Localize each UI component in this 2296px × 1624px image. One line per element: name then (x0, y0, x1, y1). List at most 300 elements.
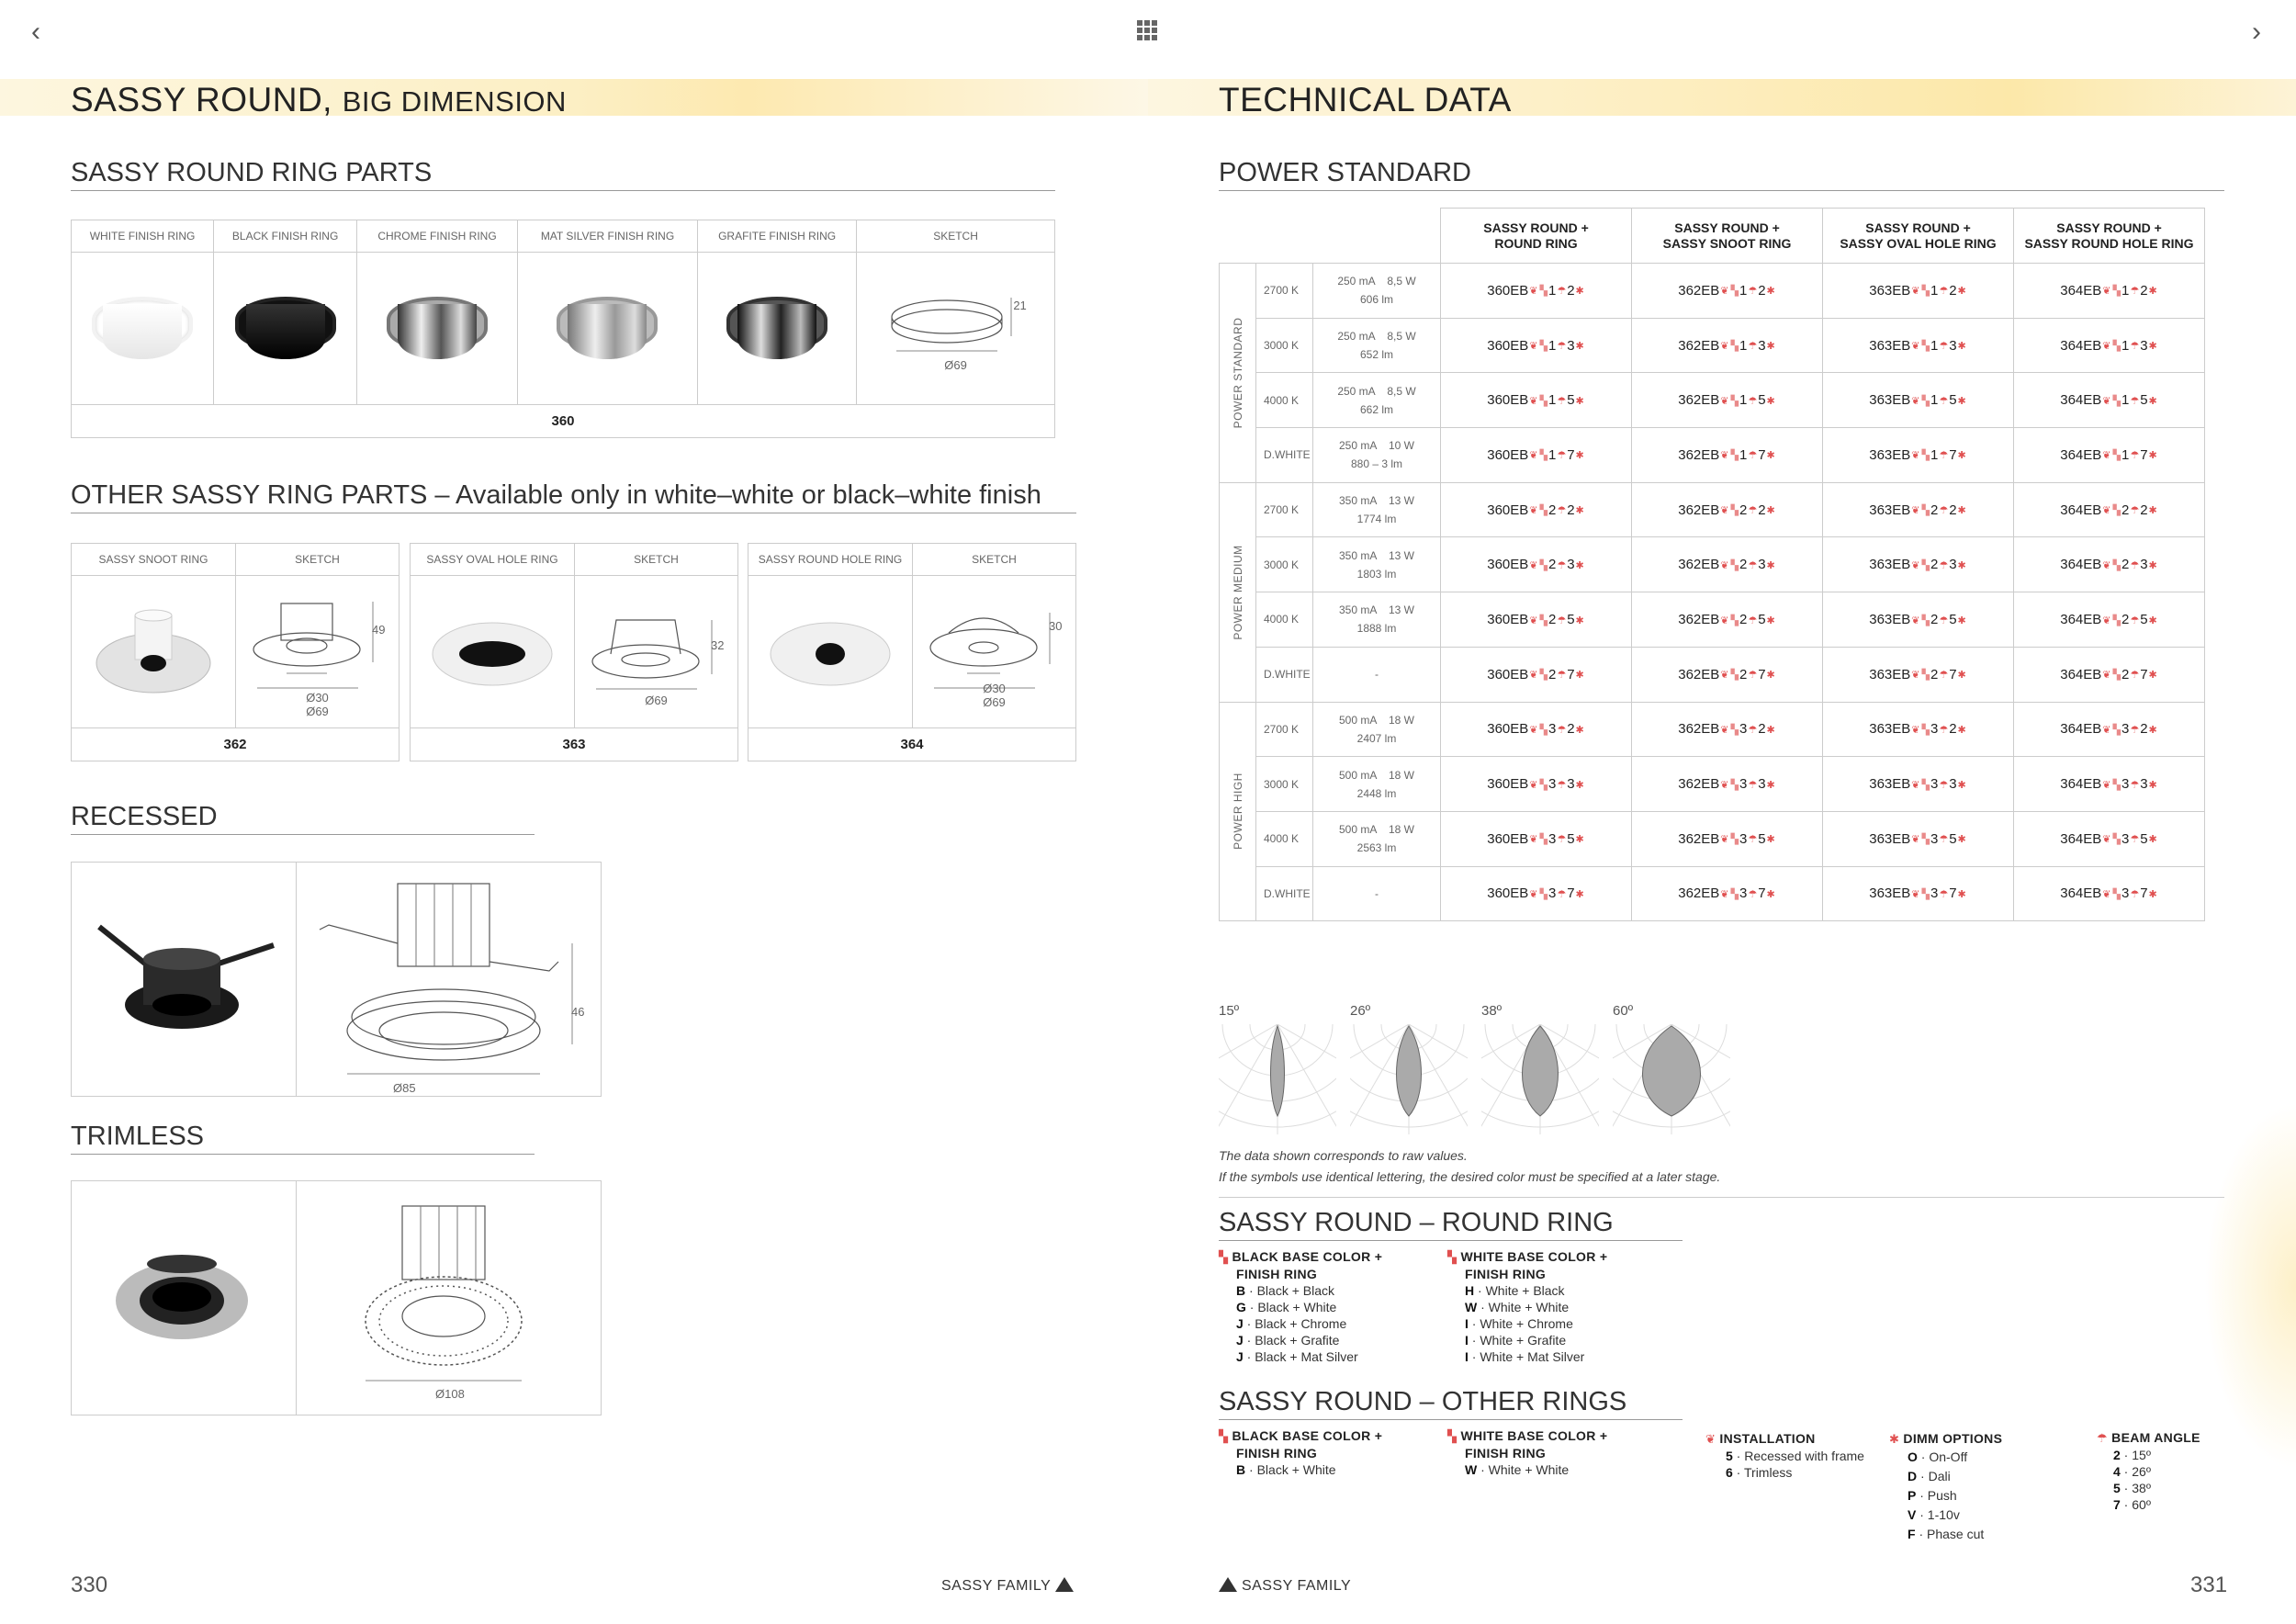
color-temperature: 3000 K (1256, 757, 1313, 812)
ring-sketch (857, 253, 1055, 405)
installation-icon: ❦ (1911, 450, 1920, 462)
installation-icon: ❦ (1720, 724, 1729, 736)
beam-icon: ☂ (1557, 286, 1567, 298)
dimm-icon: ✱ (1575, 888, 1584, 900)
finish-icon: ▚ (1921, 670, 1930, 682)
dimm-icon: ✱ (1957, 505, 1966, 517)
product-code: 362EB❦ ▚2☂3✱ (1632, 537, 1823, 592)
installation-icon: ❦ (1720, 888, 1729, 900)
beam-icon: ☂ (2130, 395, 2140, 407)
power-spec: 500 mA 18 W 2407 lm (1313, 702, 1441, 757)
power-spec: 350 mA 13 W 1774 lm (1313, 482, 1441, 537)
power-spec: 500 mA 18 W 2563 lm (1313, 811, 1441, 866)
product-code: 364EB❦ ▚3☂5✱ (2014, 811, 2205, 866)
snoot-code: 362 (72, 728, 400, 761)
decorative-glow (2204, 1102, 2296, 1470)
finish-icon: ▚ (1921, 834, 1930, 846)
legend-item: H · White + Black (1465, 1283, 1565, 1298)
header-mat-silver: MAT SILVER FINISH RING (517, 220, 697, 253)
product-code: 360EB❦ ▚2☂7✱ (1441, 647, 1632, 702)
power-group-label: POWER HIGH (1220, 702, 1256, 921)
product-code: 360EB❦ ▚1☂2✱ (1441, 264, 1632, 319)
beam-icon: ☂ (1557, 450, 1567, 462)
sketch-diameter: Ø69 (944, 358, 967, 372)
beam-label: 60º (1613, 1003, 1634, 1019)
recessed-diameter: Ø85 (393, 1081, 416, 1095)
dimm-icon: ✱ (2148, 395, 2157, 407)
installation-icon: ❦ (1720, 779, 1729, 791)
product-code: 362EB❦ ▚2☂2✱ (1632, 482, 1823, 537)
oval-height: 32 (711, 637, 725, 652)
beam-diagram (1481, 1003, 1599, 1134)
sketch-height: 21 (1013, 299, 1027, 312)
finish-icon: ▚ (1539, 834, 1548, 846)
rr-black-legend: ▚ BLACK BASE COLOR + FINISH RING B · Black + Black G · Black + White J · Black + Chrome J · Black + Grafite J · Black + Mat Silver (1219, 1249, 1383, 1364)
beam-icon: ☂ (1557, 779, 1567, 791)
beam-icon: ☂ (1748, 450, 1758, 462)
installation-icon: ❦ (2102, 505, 2111, 517)
color-temperature: 2700 K (1256, 482, 1313, 537)
installation-icon: ❦ (1529, 395, 1538, 407)
beam-icon: ☂ (2130, 341, 2140, 353)
beam-icon: ☂ (1557, 724, 1567, 736)
finish-icon: ▚ (2112, 286, 2121, 298)
installation-icon: ❦ (1529, 559, 1538, 571)
beam-icon: ☂ (1939, 888, 1949, 900)
note-symbols: If the symbols use identical lettering, the desired color must be specified at a later stage. (1219, 1169, 1721, 1184)
legend-item: I · White + Grafite (1465, 1333, 1567, 1348)
power-spec: 500 mA 18 W 2448 lm (1313, 757, 1441, 812)
dimm-icon: ✱ (1957, 615, 1966, 626)
beam-icon: ☂ (1939, 724, 1949, 736)
dimm-icon: ✱ (1766, 670, 1775, 682)
product-code: 364EB❦ ▚2☂5✱ (2014, 592, 2205, 648)
dimm-icon: ✱ (1766, 888, 1775, 900)
beam-icon: ☂ (1557, 834, 1567, 846)
installation-icon: ❦ (1720, 834, 1729, 846)
header-black: BLACK FINISH RING (214, 220, 357, 253)
dimm-icon: ✱ (2148, 779, 2157, 791)
dimm-icon: ✱ (1766, 395, 1775, 407)
product-code: 360EB❦ ▚2☂5✱ (1441, 592, 1632, 648)
left-page-number: 330 (71, 1573, 108, 1597)
dimm-icon: ✱ (1766, 450, 1775, 462)
beam-icon: ☂ (1748, 834, 1758, 846)
round-hole-d1: Ø30 (983, 682, 1006, 695)
round-hole-ring-table (748, 543, 1076, 761)
or-black-legend: ▚ BLACK BASE COLOR + FINISH RING B · Black + White (1219, 1428, 1383, 1477)
section-other-rings: SASSY ROUND – OTHER RINGS (1219, 1387, 1683, 1420)
installation-icon: ❦ (1529, 834, 1538, 846)
product-code: 363EB❦ ▚2☂3✱ (1823, 537, 2014, 592)
legend-item: O · On-Off (1908, 1449, 1968, 1464)
finish-icon: ▚ (1730, 286, 1739, 298)
beam-icon: ☂ (1557, 559, 1567, 571)
product-code: 362EB❦ ▚1☂3✱ (1632, 318, 1823, 373)
finish-icon: ▚ (1539, 615, 1548, 626)
finish-icon: ▚ (1921, 286, 1930, 298)
product-code: 360EB❦ ▚2☂3✱ (1441, 537, 1632, 592)
beam-icon: ☂ (1748, 888, 1758, 900)
installation-icon: ❦ (1911, 286, 1920, 298)
round-hole-ring-image (748, 576, 913, 728)
snoot-ring-table (71, 543, 400, 761)
dimm-icon: ✱ (1575, 724, 1584, 736)
product-code: 360EB❦ ▚2☂2✱ (1441, 482, 1632, 537)
power-group-label: POWER MEDIUM (1220, 482, 1256, 702)
product-code: 363EB❦ ▚1☂2✱ (1823, 264, 2014, 319)
product-code: 363EB❦ ▚3☂7✱ (1823, 866, 2014, 921)
color-temperature: D.WHITE (1256, 866, 1313, 921)
installation-icon: ❦ (2102, 724, 2111, 736)
installation-icon: ❦ (1529, 286, 1538, 298)
trimless-sketch (347, 1201, 549, 1399)
installation-icon: ❦ (2102, 450, 2111, 462)
beam-icon: ☂ (2130, 779, 2140, 791)
installation-icon: ❦ (1529, 779, 1538, 791)
chrome-ring-image (357, 253, 518, 405)
product-code: 362EB❦ ▚2☂5✱ (1632, 592, 1823, 648)
finish-icon: ▚ (1730, 395, 1739, 407)
header-sketch: SKETCH (857, 220, 1055, 253)
beam-icon: ☂ (2130, 888, 2140, 900)
installation-icon: ❦ (2102, 395, 2111, 407)
dimm-icon: ✱ (2148, 450, 2157, 462)
product-code: 364EB❦ ▚2☂2✱ (2014, 482, 2205, 537)
legend-item: 2 · 15º (2113, 1448, 2151, 1462)
finish-icon: ▚ (1921, 341, 1930, 353)
beam-icon: ☂ (2130, 724, 2140, 736)
white-ring-image (72, 253, 214, 405)
legend-item: 7 · 60º (2113, 1497, 2151, 1512)
dimm-icon: ✱ (2148, 724, 2157, 736)
beam-icon: ☂ (1557, 505, 1567, 517)
or-white-legend: ▚ WHITE BASE COLOR + FINISH RING W · White + White (1447, 1428, 1608, 1477)
color-temperature: 2700 K (1256, 264, 1313, 319)
installation-icon: ❦ (1911, 395, 1920, 407)
finish-icon: ▚ (1730, 779, 1739, 791)
legend-item: V · 1-10v (1908, 1507, 1960, 1522)
installation-icon: ❦ (1911, 724, 1920, 736)
installation-icon: ❦ (2102, 559, 2111, 571)
legend-item: D · Dali (1908, 1469, 1951, 1483)
finish-icon: ▚ (2112, 779, 2121, 791)
finish-icon: ▚ (2112, 888, 2121, 900)
installation-icon: ❦ (1720, 450, 1729, 462)
finish-icon: ▚ (1921, 559, 1930, 571)
finish-icon: ▚ (1730, 724, 1739, 736)
beam-icon: ☂ (1557, 888, 1567, 900)
round-hole-sketch-header: SKETCH (913, 544, 1076, 576)
beam-angle-legend: ☂ BEAM ANGLE 2 · 15º 4 · 26º 5 · 38º 7 · 60º (2097, 1430, 2200, 1512)
product-code: 363EB❦ ▚3☂2✱ (1823, 702, 2014, 757)
legend-item: 6 · Trimless (1726, 1465, 1793, 1480)
section-ring-parts: SASSY ROUND RING PARTS (71, 158, 1055, 191)
ring-parts-code: 360 (72, 405, 1055, 438)
installation-icon: ❦ (1720, 559, 1729, 571)
table-row (1220, 647, 2205, 702)
header-white: WHITE FINISH RING (72, 220, 214, 253)
right-family-text: SASSY FAMILY (1241, 1578, 1352, 1594)
finish-icon: ▚ (1730, 670, 1739, 682)
recessed-sketch (310, 879, 586, 1086)
color-temperature: 3000 K (1256, 537, 1313, 592)
beam-icon: ☂ (1557, 341, 1567, 353)
dimm-icon: ✱ (2148, 505, 2157, 517)
power-spec: 350 mA 13 W 1888 lm (1313, 592, 1441, 648)
dimm-icon: ✱ (1575, 670, 1584, 682)
beam-icon: ☂ (1748, 559, 1758, 571)
white-base-icon: ▚ (1447, 1250, 1458, 1264)
dimm-icon: ✱ (2148, 286, 2157, 298)
installation-icon: ❦ (1529, 670, 1538, 682)
section-round-ring: SASSY ROUND – ROUND RING (1219, 1208, 1683, 1241)
dimm-icon: ✱ (1575, 615, 1584, 626)
rr-white-legend: ▚ WHITE BASE COLOR + FINISH RING H · White + Black W · White + White I · White + Chrome I · White + Grafite I · White + Mat Silver (1447, 1249, 1608, 1364)
finish-icon: ▚ (1921, 395, 1930, 407)
product-code: 364EB❦ ▚3☂3✱ (2014, 757, 2205, 812)
beam-icon: ☂ (1939, 670, 1949, 682)
trimless-box (71, 1180, 602, 1415)
color-temperature: 4000 K (1256, 592, 1313, 648)
power-spec: 250 mA 8,5 W 606 lm (1313, 264, 1441, 319)
installation-icon: ❦ (1529, 888, 1538, 900)
legend-item: B · Black + White (1236, 1462, 1336, 1477)
installation-icon: ❦ (1529, 615, 1538, 626)
product-code: 360EB❦ ▚1☂3✱ (1441, 318, 1632, 373)
installation-icon: ❦ (2102, 341, 2111, 353)
beam-icon: ☂ (1748, 395, 1758, 407)
left-family-label (941, 1577, 1074, 1595)
installation-icon: ❦ (1720, 395, 1729, 407)
grid-menu-icon[interactable] (1137, 20, 1157, 40)
sassy-logo-icon (1219, 1577, 1237, 1592)
ring-parts-table (71, 220, 1055, 438)
beam-icon: ☂ (1748, 341, 1758, 353)
white-base-icon: ▚ (1447, 1429, 1458, 1443)
left-family-text: SASSY FAMILY (941, 1578, 1051, 1594)
dimm-icon: ✱ (1957, 834, 1966, 846)
installation-icon: ❦ (1911, 559, 1920, 571)
round-hole-ring-header: SASSY ROUND HOLE RING (748, 544, 913, 576)
product-code: 364EB❦ ▚2☂7✱ (2014, 647, 2205, 702)
power-spec: - (1313, 866, 1441, 921)
trimless-photo (108, 1246, 255, 1356)
oval-ring-image (411, 576, 575, 728)
beam-icon: ☂ (2130, 670, 2140, 682)
beam-icon: ☂ (2130, 559, 2140, 571)
product-code: 360EB❦ ▚1☂7✱ (1441, 428, 1632, 483)
snoot-ring-sketch (236, 576, 400, 728)
table-row (1220, 428, 2205, 483)
finish-icon: ▚ (2112, 724, 2121, 736)
beam-icon: ☂ (1748, 505, 1758, 517)
finish-icon: ▚ (1539, 888, 1548, 900)
installation-icon: ❦ (1529, 341, 1538, 353)
prev-page-button[interactable]: ‹ (31, 17, 40, 47)
beam-icon: ☂ (1748, 286, 1758, 298)
legend-item: J · Black + Mat Silver (1236, 1349, 1358, 1364)
installation-icon: ❦ (1705, 1432, 1716, 1446)
dimm-icon: ✱ (1575, 286, 1584, 298)
finish-icon: ▚ (1730, 450, 1739, 462)
beam-icon: ☂ (1557, 615, 1567, 626)
black-ring-image (214, 253, 357, 405)
installation-icon: ❦ (1911, 670, 1920, 682)
beam-icon: ☂ (2130, 286, 2140, 298)
dimm-icon: ✱ (1575, 834, 1584, 846)
finish-icon: ▚ (1921, 779, 1930, 791)
beam-label: 15º (1219, 1003, 1240, 1019)
snoot-ring-header: SASSY SNOOT RING (72, 544, 236, 576)
dimm-icon: ✱ (1957, 670, 1966, 682)
black-base-icon: ▚ (1219, 1429, 1229, 1443)
installation-icon: ❦ (1529, 724, 1538, 736)
legend-item: 5 · 38º (2113, 1481, 2151, 1495)
snoot-d1: Ø30 (306, 691, 329, 705)
dimm-icon: ✱ (2148, 670, 2157, 682)
finish-icon: ▚ (1730, 615, 1739, 626)
dimm-icon: ✱ (1575, 341, 1584, 353)
finish-icon: ▚ (2112, 559, 2121, 571)
dimm-icon: ✱ (1575, 450, 1584, 462)
power-spec: 250 mA 10 W 880 – 3 lm (1313, 428, 1441, 483)
sassy-logo-icon (1055, 1577, 1074, 1592)
technical-data-table (1219, 208, 2205, 921)
product-code: 362EB❦ ▚3☂3✱ (1632, 757, 1823, 812)
snoot-sketch-header: SKETCH (236, 544, 400, 576)
installation-icon: ❦ (2102, 888, 2111, 900)
installation-icon: ❦ (1911, 615, 1920, 626)
table-row (1220, 866, 2205, 921)
dimm-icon: ✱ (1766, 505, 1775, 517)
finish-icon: ▚ (1730, 341, 1739, 353)
table-row (1220, 592, 2205, 648)
legend-item: 4 · 26º (2113, 1464, 2151, 1479)
beam-icon: ☂ (1939, 450, 1949, 462)
product-code: 360EB❦ ▚3☂5✱ (1441, 811, 1632, 866)
beam-icon: ☂ (1939, 341, 1949, 353)
beam-icon: ☂ (2130, 505, 2140, 517)
dimm-legend: ✱ DIMM OPTIONS O · On-Off D · Dali P · Push V · 1-10v F · Phase cut (1889, 1430, 2002, 1544)
installation-icon: ❦ (1720, 670, 1729, 682)
dimm-icon: ✱ (1575, 559, 1584, 571)
section-trimless: TRIMLESS (71, 1122, 535, 1155)
beam-diagram (1350, 1003, 1468, 1134)
finish-icon: ▚ (2112, 450, 2121, 462)
round-hole-d2: Ø69 (983, 695, 1006, 709)
beam-icon: ☂ (1939, 559, 1949, 571)
dimm-icon: ✱ (1957, 395, 1966, 407)
product-code: 360EB❦ ▚3☂2✱ (1441, 702, 1632, 757)
dimm-icon: ✱ (1575, 505, 1584, 517)
product-code: 364EB❦ ▚3☂2✱ (2014, 702, 2205, 757)
table-row (1220, 318, 2205, 373)
oval-code: 363 (411, 728, 738, 761)
installation-icon: ❦ (1911, 779, 1920, 791)
beam-label: 38º (1481, 1003, 1503, 1019)
beam-diagram (1613, 1003, 1730, 1134)
legend-item: G · Black + White (1236, 1300, 1337, 1314)
beam-icon: ☂ (1939, 779, 1949, 791)
section-other-ring-parts: OTHER SASSY RING PARTS – Available only in white–white or black–white finish (71, 480, 1076, 513)
beam-label: 26º (1350, 1003, 1371, 1019)
installation-icon: ❦ (2102, 286, 2111, 298)
table-row (1220, 373, 2205, 428)
beam-icon: ☂ (2130, 615, 2140, 626)
installation-icon: ❦ (1911, 505, 1920, 517)
beam-icon: ☂ (1748, 670, 1758, 682)
product-code: 363EB❦ ▚3☂3✱ (1823, 757, 2014, 812)
legend-item: B · Black + Black (1236, 1283, 1335, 1298)
oval-ring-sketch (575, 576, 738, 728)
beam-icon: ☂ (1939, 395, 1949, 407)
color-temperature: 3000 K (1256, 318, 1313, 373)
title-main: SASSY ROUND, (71, 81, 332, 118)
product-code: 364EB❦ ▚1☂3✱ (2014, 318, 2205, 373)
finish-icon: ▚ (1539, 341, 1548, 353)
beam-icon: ☂ (1748, 779, 1758, 791)
finish-icon: ▚ (1539, 286, 1548, 298)
dimm-icon: ✱ (1766, 615, 1775, 626)
power-spec: 350 mA 13 W 1803 lm (1313, 537, 1441, 592)
grafite-ring-image (698, 253, 857, 405)
dimm-icon: ✱ (2148, 615, 2157, 626)
dimm-icon: ✱ (1766, 779, 1775, 791)
installation-icon: ❦ (1529, 450, 1538, 462)
finish-icon: ▚ (1921, 888, 1930, 900)
installation-icon: ❦ (1720, 505, 1729, 517)
product-code: 362EB❦ ▚3☂2✱ (1632, 702, 1823, 757)
beam-icon: ☂ (1748, 615, 1758, 626)
finish-icon: ▚ (1539, 779, 1548, 791)
power-spec: 250 mA 8,5 W 652 lm (1313, 318, 1441, 373)
finish-icon: ▚ (1539, 505, 1548, 517)
product-code: 364EB❦ ▚1☂7✱ (2014, 428, 2205, 483)
finish-icon: ▚ (2112, 395, 2121, 407)
header-chrome: CHROME FINISH RING (357, 220, 518, 253)
legend-item: P · Push (1908, 1488, 1957, 1503)
product-code: 360EB❦ ▚3☂3✱ (1441, 757, 1632, 812)
finish-icon: ▚ (1539, 670, 1548, 682)
installation-icon: ❦ (1720, 615, 1729, 626)
color-temperature: D.WHITE (1256, 428, 1313, 483)
black-base-icon: ▚ (1219, 1250, 1229, 1264)
finish-icon: ▚ (1921, 615, 1930, 626)
legend-item: J · Black + Grafite (1236, 1333, 1340, 1348)
product-code: 364EB❦ ▚3☂7✱ (2014, 866, 2205, 921)
beam-icon: ☂ (2130, 834, 2140, 846)
finish-icon: ▚ (2112, 670, 2121, 682)
product-code: 363EB❦ ▚1☂5✱ (1823, 373, 2014, 428)
product-code: 362EB❦ ▚1☂5✱ (1632, 373, 1823, 428)
beam-icon: ☂ (1748, 724, 1758, 736)
product-code: 363EB❦ ▚3☂5✱ (1823, 811, 2014, 866)
legend-item: J · Black + Chrome (1236, 1316, 1347, 1331)
beam-icon: ☂ (1557, 670, 1567, 682)
round-hole-height: 30 (1049, 619, 1063, 633)
trimless-diameter: Ø108 (435, 1387, 465, 1401)
dimm-icon: ✱ (1766, 724, 1775, 736)
product-code: 363EB❦ ▚2☂7✱ (1823, 647, 2014, 702)
power-spec: 250 mA 8,5 W 662 lm (1313, 373, 1441, 428)
finish-icon: ▚ (1730, 559, 1739, 571)
next-page-button[interactable]: › (2252, 17, 2261, 47)
dimm-icon: ✱ (1766, 834, 1775, 846)
product-code: 363EB❦ ▚2☂5✱ (1823, 592, 2014, 648)
table-row (1220, 264, 2205, 319)
installation-icon: ❦ (2102, 779, 2111, 791)
